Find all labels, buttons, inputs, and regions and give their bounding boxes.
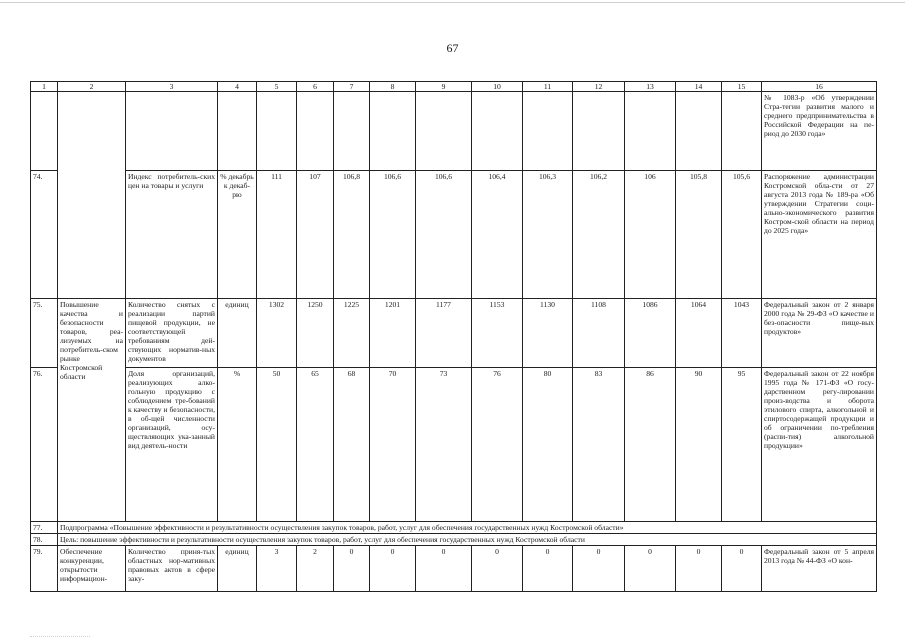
value-cell: 1130: [523, 299, 573, 368]
value-cell: 70: [370, 368, 416, 522]
value-cell: 50: [257, 368, 297, 522]
value-cell: 1177: [416, 299, 472, 368]
goal-cell: Повышение качества и безопасности товаров, реа-лизуемых на потребитель-ском рынке Костромской области: [58, 299, 126, 522]
col-header: 3: [126, 82, 218, 92]
value-cell: 0: [472, 546, 523, 592]
value-cell: 1153: [472, 299, 523, 368]
indicator-cell: Количество приня-тых областных нор-мативных правовых актов в сфере заку-: [126, 546, 218, 592]
value-cell: 106,2: [573, 171, 625, 299]
value-cell: 1086: [625, 299, 676, 368]
value-cell: [257, 92, 297, 171]
col-header: 12: [573, 82, 625, 92]
row-number: 79.: [31, 546, 58, 592]
value-cell: 0: [370, 546, 416, 592]
unit-cell: единиц: [218, 546, 257, 592]
value-cell: [573, 92, 625, 171]
value-cell: [416, 92, 472, 171]
col-header: 9: [416, 82, 472, 92]
value-cell: 107: [297, 171, 334, 299]
value-cell: 0: [722, 546, 762, 592]
indicators-table: [30, 81, 877, 592]
value-cell: 2: [297, 546, 334, 592]
goal-row: [31, 534, 877, 546]
value-cell: 106,3: [523, 171, 573, 299]
basis-cell: Федеральный закон от 5 апреля 2013 года № 44-ФЗ «О кон-: [762, 546, 877, 592]
table-row: [31, 92, 877, 171]
row-number: 77.: [31, 522, 58, 534]
scan-top-edge: [0, 2, 905, 3]
value-cell: 1225: [334, 299, 370, 368]
value-cell: 0: [625, 546, 676, 592]
value-cell: [722, 92, 762, 171]
value-cell: 0: [416, 546, 472, 592]
value-cell: [334, 92, 370, 171]
value-cell: 0: [523, 546, 573, 592]
col-header: 14: [676, 82, 722, 92]
value-cell: 1108: [573, 299, 625, 368]
col-header: 7: [334, 82, 370, 92]
value-cell: 0: [676, 546, 722, 592]
col-header: 11: [523, 82, 573, 92]
goal-cell: Обеспечение конкуренции, открытости информацион-: [58, 546, 126, 592]
row-number: 74.: [31, 171, 58, 299]
header-row: [31, 82, 877, 92]
unit-cell: единиц: [218, 299, 257, 368]
col-header: 8: [370, 82, 416, 92]
basis-cell: № 1083-р «Об утверждении Стра-тегии развития малого и среднего предпринимательства в Российской Федерации на пе-риод до 2030 года»: [762, 92, 877, 171]
value-cell: [523, 92, 573, 171]
col-header: 2: [58, 82, 126, 92]
value-cell: 76: [472, 368, 523, 522]
value-cell: 73: [416, 368, 472, 522]
value-cell: 105,8: [676, 171, 722, 299]
value-cell: 1064: [676, 299, 722, 368]
value-cell: 106,8: [334, 171, 370, 299]
value-cell: [472, 92, 523, 171]
value-cell: [676, 92, 722, 171]
unit-cell: % декабрь к декаб-рю: [218, 171, 257, 299]
goal-cell: [58, 92, 126, 299]
table-row: [31, 299, 877, 368]
col-header: 1: [31, 82, 58, 92]
scan-bottom-edge: [30, 636, 90, 637]
col-header: 15: [722, 82, 762, 92]
value-cell: 106,6: [370, 171, 416, 299]
basis-cell: Распоряжение администрации Костромской обла-сти от 27 августа 2013 года № 189-ра «Об утверждении Стратегии соци-ально-экономического развития Костром-ской области на период до 2025 года»: [762, 171, 877, 299]
value-cell: [297, 92, 334, 171]
value-cell: 0: [573, 546, 625, 592]
value-cell: 106,4: [472, 171, 523, 299]
subprogram-title: Подпрограмма «Повышение эффективности и результативности осуществления закупок товаров, работ, услуг для обеспечения государственных нужд Костромской области»: [58, 522, 877, 534]
col-header: 6: [297, 82, 334, 92]
value-cell: 1043: [722, 299, 762, 368]
value-cell: 90: [676, 368, 722, 522]
indicator-cell: Количество снятых с реализации партий пищевой продукции, не соответствующей требованиям дей-ствующих норматив-ных документов: [126, 299, 218, 368]
indicator-cell: Доля организаций, реализующих алко-гольную продукцию с соблюдением тре-бований к качеству и безопасности, в об-щей численности организаций, осу-ществляющих ука-занный вид деятель-ности: [126, 368, 218, 522]
value-cell: 80: [523, 368, 573, 522]
table-row: [31, 368, 877, 522]
table-row: [31, 546, 877, 592]
row-number: [31, 92, 58, 171]
value-cell: 3: [257, 546, 297, 592]
row-number: 78.: [31, 534, 58, 546]
col-header: 4: [218, 82, 257, 92]
row-number: 76.: [31, 368, 58, 522]
col-header: 5: [257, 82, 297, 92]
value-cell: [625, 92, 676, 171]
value-cell: 95: [722, 368, 762, 522]
indicator-cell: Индекс потребитель-ских цен на товары и услуги: [126, 171, 218, 299]
col-header: 16: [762, 82, 877, 92]
indicator-cell: [126, 92, 218, 171]
value-cell: 0: [334, 546, 370, 592]
value-cell: 111: [257, 171, 297, 299]
value-cell: 1201: [370, 299, 416, 368]
value-cell: 106: [625, 171, 676, 299]
value-cell: 1302: [257, 299, 297, 368]
col-header: 10: [472, 82, 523, 92]
value-cell: 105,6: [722, 171, 762, 299]
value-cell: 65: [297, 368, 334, 522]
row-number: 75.: [31, 299, 58, 368]
table-row: [31, 171, 877, 299]
basis-cell: Федеральный закон от 2 января 2000 года № 29-ФЗ «О качестве и без-опасности пище-вых продуктов»: [762, 299, 877, 368]
value-cell: 1250: [297, 299, 334, 368]
page-number: 67: [446, 41, 459, 55]
value-cell: 86: [625, 368, 676, 522]
value-cell: 83: [573, 368, 625, 522]
basis-cell: Федеральный закон от 22 ноября 1995 года № 171-ФЗ «О госу-дарственном регу-лировании произ-водства и оборота этилового спирта, алкогольной и спиртосодержащей продукции и об ограничении по-требления (распи-тия) алкогольной продукции»: [762, 368, 877, 522]
subprogram-row: [31, 522, 877, 534]
value-cell: 68: [334, 368, 370, 522]
goal-statement: Цель: повышение эффективности и результативности осуществления закупок товаров, работ, услуг для обеспечения государственных нужд Костромской области: [58, 534, 877, 546]
col-header: 13: [625, 82, 676, 92]
unit-cell: [218, 92, 257, 171]
value-cell: 106,6: [416, 171, 472, 299]
unit-cell: %: [218, 368, 257, 522]
value-cell: [370, 92, 416, 171]
